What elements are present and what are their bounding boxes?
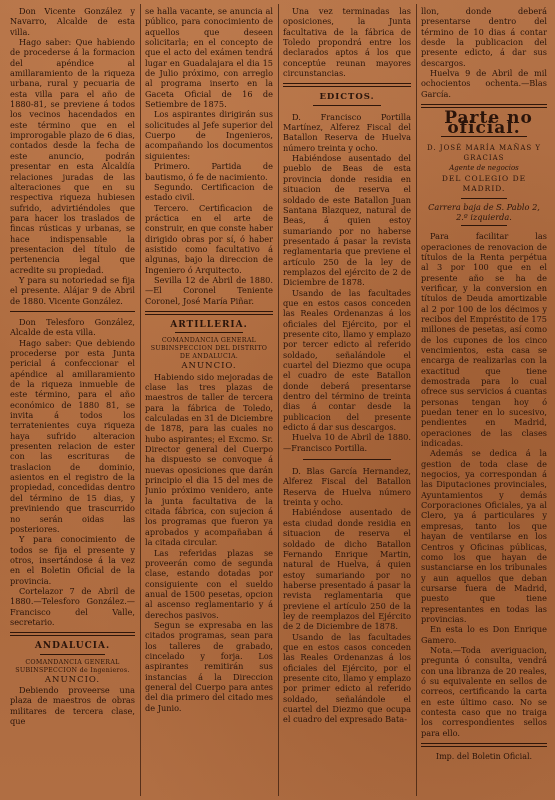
col4-agent-college: DEL COLEGIO DE MADRID. (441, 173, 527, 194)
col2-para5: Tercero. Certificacion de práctica en el arte de construir, en que conste haber dirigido obras por sí, ó haber asistido como facultativo á algunas, bajo la direccion de Ingeniero ó Arquitecto. (145, 202, 273, 275)
divider (10, 632, 135, 636)
col4-para2: Huelva 9 de Abril de mil ochocientos ochenta.—Blas García. (421, 68, 547, 99)
col4-printer-footer: Imp. del Boletin Oficial. (435, 752, 533, 762)
column-rule (140, 4, 141, 796)
col4-para9: En esta lo es Don Enrique Gamero. (421, 624, 547, 645)
col1-subheading: COMANDANCIA GENERAL SUBINSPECCION de Ingenieros. (15, 658, 130, 674)
col3-para1: Una vez terminadas las oposiciones, la Junta facultativa de la fábrica de Toledo propondrá entre los declarados aptos á los que conceptúe reunan mayores circunstancias. (283, 6, 411, 79)
col1-para3: Y para su notoriedad se fija el presente. Alájar 9 de Abril de 1880. Vicente González. (10, 274, 135, 306)
divider (145, 311, 273, 315)
column-4 (421, 6, 547, 796)
column-rule (416, 4, 417, 796)
col2-para6: Sevilla 12 de Abril de 1880.—El Coronel Teniente Coronel, José María Piñar. (145, 274, 273, 306)
col4-para8: Además se dedica á la gestion de toda clase de negocios, ya correspondan á las Diputaciones provinciales, Ayuntamientos y demás Corporaciones Oficiales, ya al Clero, ya á particulares y empresas, tanto los que hayan de ventilarse en los Centros y Oficinas públicas, como los que hayan de sustanciarse en los tribunales y aun aquellos que deban cursarse fuera de Madrid, puesto que tiene representantes en todas las provincias. (421, 448, 547, 624)
divider (313, 105, 381, 106)
col2-para4: Segundo. Certificacion de estado civil. (145, 181, 273, 203)
col3-para8: Usando de las facultades que en estos casos conceden las Reales Ordenanzas á los oficiales del Ejército, por el presente cito, llamo y emplazo por primer edicto al referido soldado, señalándole el cuartel del Diezmo que ocupa el cuadro del expresado Bata- (283, 631, 411, 725)
col2-para1: se halla vacante, se anuncia al público, para conocimiento de aquellos que deseen solicitarla; en el concepto de que el acto del exámen tendrá lugar en Guadalajara el dia 15 de Julio próximo, con arreglo al programa inserto en la Gaceta Oficial de 16 de Setiembre de 1875. (145, 6, 273, 110)
col1-para2: Hago saber: Que habiendo de procederse á la formacion del apéndice al amillaramiento de la riqueza urbana, rural y pecuaria de esta villa para el año de 1880-81, se previene á todos los vecinos hacendados en este término que en el improrogable plazo de 6 dias, contados desde la fecha de este anuncio, podrán presentar en esta Alcaldía relaciones juradas de las alteraciones que en su respectiva riqueza hubiesen sufrido, advirtiéndoles que para hacer los traslados de fincas rústicas y urbanas, se hace indispensable la presentacion del título de pertenencia legal que acredite su propiedad. (10, 37, 135, 275)
col3-para6: D. Blas García Hernandez, Alferez Fiscal del Batallon Reserva de Huelva número treinta y ocho. (283, 466, 411, 508)
column-2 (145, 6, 273, 796)
column-1 (10, 6, 135, 796)
col1-para7: Cortelazor 7 de Abril de 1880.—Telesforo González.—Francisco del Valle, secretario. (10, 585, 135, 627)
col2-heading-anuncio: ANUNCIO. (181, 361, 237, 372)
col3-para5: Huelva 10 de Abril de 1880.—Francisco Portilla. (283, 432, 411, 453)
col1-heading-andalucia: ANDALUCIA. (34, 641, 111, 652)
col1-para5: Hago saber: Que debiendo procederse por esta Junta pericial á confeccionar el apéndice al amillaramiento de la riqueza inmueble de este término, para el año económico de 1880 81, se invita á todos los terratenientes cuya riqueza haya sufrido alteracion presenten relacion de ester con las escrituras de traslacion de dominio, asientos en el registro de la propiedad, concedidas dentro del término de 15 dias, y previniendo que trascurrido no serán oidas las posteriores. (10, 337, 135, 534)
col3-para4: Usando de las facultades que en estos casos conceden las Reales Ordenanzas á los oficiales del Ejército, por el presente cito, llamo y emplazo por tercer edicto al referido soldado, señalándole el cuartel del Diezmo que ocupa el cuadro de este Batallon donde deberá presentarse dentro del término de treinta dias á contar desde la publicacion del presente edicto á dar sus descargos. (283, 287, 411, 433)
col2-para8: Las referidas plazas se proveerán como de segunda clase, estando dotadas por consiguiente con el sueldo anual de 1500 pesetas, opcion al ascenso reglamentario y á derechos pasivos. (145, 547, 273, 620)
divider (283, 83, 411, 87)
col3-heading-edictos: EDICTOS. (319, 92, 375, 103)
col1-para6: Y para conocimiento de todos se fija el presente y otros, insertándose á la vez en el Boletin Oficial de la provincia. (10, 534, 135, 586)
col2-para2: Los aspirantes dirigirán sus solicitudes al Jefe superior del Cuerpo de Ingenieros, acompañando los documentos siguientes: (145, 109, 273, 161)
divider (461, 198, 507, 199)
divider (461, 225, 507, 226)
col2-subheading: COMANDANCIA GENERAL SUBINSPECCION DEL DISTRITO DE ANDALUCIA. (150, 337, 268, 361)
col2-para3: Primero. Partida de bautismo, ó fe de nacimiento. (145, 161, 273, 182)
divider (175, 332, 243, 333)
column-3 (283, 6, 411, 796)
col2-para7: Habiendo sido mejoradas de clase las tres plazas de maestros de taller de tercera para la fábrica de Toledo, calculadas en 31 de Diciembre de 1878, para las cuales no hubo aspirantes; el Excmo. Sr. Director general del Cuerpo ha dispuesto se convoque á nuevas oposiciones que darán principio el dia 15 del mes de Junio próximo venidero, ante la junta facultativa de la citada fábrica, con sujecion á los programas que fueron ya aprobados y acompañaban á la citada circular. (145, 371, 273, 548)
col3-para3: Habiéndose ausentado del pueblo de Beas de esta provincia donde residia en situacion de reserva el soldado de este Batallon Juan Santana Blazquez, natural de Beas, á quien estoy sumariando por no haberse presentado á pasar la revista reglamentaria que previene el artículo 250 de la ley de remplazos del ejército de 2 de Diciembre de 1878. (283, 153, 411, 288)
divider (40, 654, 105, 655)
column-rule (278, 4, 279, 796)
col4-address: Carrera baja de S. Pablo 2, 2.º izquierda. (428, 201, 540, 222)
col3-para2: D. Francisco Portilla Martínez, Alferez Fiscal del Batallon Reserva de Huelva número treinta y ocho. (283, 111, 411, 153)
divider (10, 311, 135, 312)
col1-para8: Debiendo proveerse una plaza de maestros de obras militares de tercera clase, que (10, 684, 135, 726)
col4-para7: Para facilitar las operaciones de renovacion de títulos de la Renta perpétua al 3 por 100 que en el presente año se ha de verificar, y la conversion en títulos de Deuda amortizable al 2 por 100 de los décimos y recibos del Empréstito de 175 millones de pesetas, así como de los cupones de los cinco vencimientos, esta casa se encarga de realizarlas con la exactitud que tiene demostrada para lo cual ofrece sus servicios á cuantas personas tengan hoy ó puedan tener en lo sucesivo, pendientes en Madrid, operaciones de las clases indicadas. (421, 231, 547, 449)
col3-para7: Habiéndose ausentado de esta ciudad donde residia en situacion de reserva el soldado de dicho Batallon Fernando Enrique Martin, natural de Huelva, á quien estoy sumariando por no haberse presentado á pasar la revista reglamentaria que previene el artículo 250 de la ley de reemplazos del Ejército de 2 de Diciembre de 1878. (283, 507, 411, 632)
col4-heading-parte-no-oficial: Parte no oficial. (444, 108, 533, 139)
col4-agent-name: D. JOSÉ MARÍA MAÑAS Y GRACIAS (426, 143, 542, 163)
divider (303, 459, 391, 460)
col2-para9: Segun se expresaba en las citados programas, sean para los talleres de grabado, cincelado y forja. Los aspirantes remitirán sus instancias á la Direccion general del Cuerpo para antes del dia primero del citado mes de Junio. (145, 619, 273, 713)
divider (421, 743, 547, 747)
col1-para1: Don Vicente González y Navarro, Alcalde de esta villa. (10, 6, 135, 37)
col1-para4: Don Telesforo González, Alcalde de esta villa. (10, 316, 135, 338)
col4-agent-title: Agente de negocios (449, 164, 519, 173)
col1-heading-anuncio: ANUNCIO. (44, 674, 101, 685)
col4-para1: llon, donde deberá presentarse dentro del término de 10 dias á contar desde la publicacion del presente edicto, á dar sus descargos. (421, 6, 547, 68)
col2-heading-artilleria: ARTILLERIA. (170, 319, 248, 330)
col4-para10: Nota.—Toda averiguacion, pregunta ó consulta, vendrá con una libranza de 20 reales, ó su equivalente en sellos de correos, certificando la carta en este último caso. No se contesta caso que no traiga los correspondientes sellos para ello. (421, 644, 547, 738)
